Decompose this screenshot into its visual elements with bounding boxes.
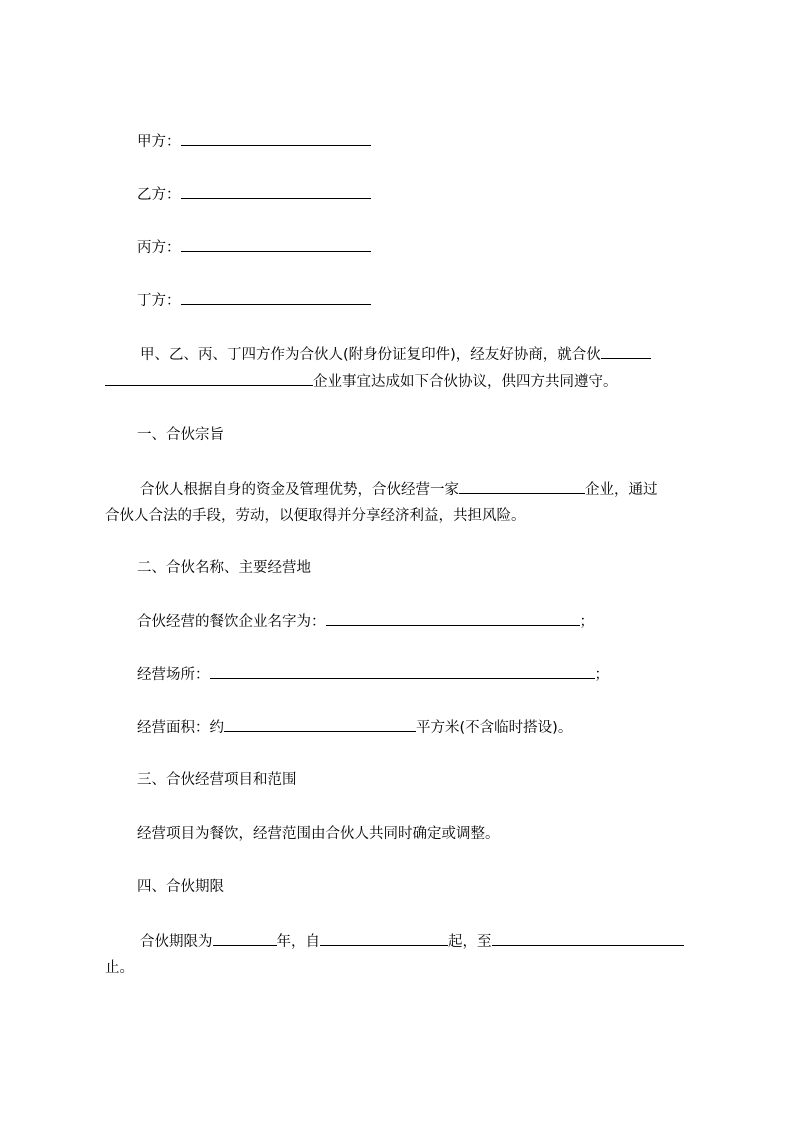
section-4-line-1 [140, 931, 684, 952]
party-bing-blank[interactable] [181, 237, 371, 252]
party-yi-blank[interactable] [181, 184, 371, 199]
enterprise-name-row [137, 611, 594, 632]
section-1-line-1 [140, 479, 658, 500]
party-bing-label: 丙方： [137, 240, 181, 256]
section-2-heading: 二、合伙名称、主要经营地 [137, 560, 311, 576]
section-1-text-before: 合伙人根据自身的资金及管理优势，合伙经营一家 [140, 482, 459, 498]
party-jia [137, 131, 371, 152]
business-place-label: 经营场所： [137, 667, 210, 683]
party-bing [137, 237, 371, 258]
party-yi-label: 乙方： [137, 187, 181, 203]
business-area-label: 经营面积：约 [137, 720, 224, 736]
term-start-blank[interactable] [320, 931, 448, 946]
party-ding-label: 丁方： [137, 293, 181, 309]
enterprise-name-blank[interactable] [326, 611, 580, 626]
term-end-blank[interactable] [492, 931, 684, 946]
intro-blank-1[interactable] [601, 344, 651, 359]
section-3-heading: 三、合伙经营项目和范围 [137, 772, 297, 788]
business-area-blank[interactable] [224, 717, 416, 732]
enterprise-name-end: ； [579, 614, 594, 630]
intro-blank-2[interactable] [105, 371, 313, 386]
business-place-blank[interactable] [210, 664, 595, 679]
section-4-heading: 四、合伙期限 [137, 879, 224, 895]
business-area-after: 平方米(不含临时搭设)。 [416, 720, 573, 736]
enterprise-type-blank[interactable] [459, 479, 585, 494]
enterprise-name-label: 合伙经营的餐饮企业名字为： [137, 614, 326, 630]
party-yi [137, 184, 371, 205]
business-place-end: ； [594, 667, 609, 683]
intro-text-1: 甲、乙、丙、丁四方作为合伙人(附身份证复印件)，经友好协商，就合伙 [140, 347, 601, 363]
term-label: 合伙期限为 [140, 934, 213, 950]
business-area-row [137, 717, 572, 738]
term-from-text: 起，至 [448, 934, 492, 950]
intro-text-2: 企业事宜达成如下合伙协议，供四方共同遵守。 [313, 374, 618, 390]
section-1-line-2: 合伙人合法的手段，劳动，以便取得并分享经济利益，共担风险。 [105, 508, 526, 524]
term-years-blank[interactable] [213, 931, 277, 946]
business-place-row [137, 664, 609, 685]
section-1-text-after: 企业，通过 [585, 482, 658, 498]
section-1-heading: 一、合伙宗旨 [137, 427, 224, 443]
section-4-line-2: 止。 [105, 960, 134, 976]
party-jia-label: 甲方： [137, 134, 181, 150]
party-jia-blank[interactable] [181, 131, 371, 146]
term-year-text: 年，自 [276, 934, 320, 950]
intro-line-1 [140, 344, 651, 365]
party-ding-blank[interactable] [181, 290, 371, 305]
section-3-text: 经营项目为餐饮，经营范围由合伙人共同时确定或调整。 [137, 826, 500, 842]
intro-line-2 [105, 371, 618, 392]
party-ding [137, 290, 371, 311]
